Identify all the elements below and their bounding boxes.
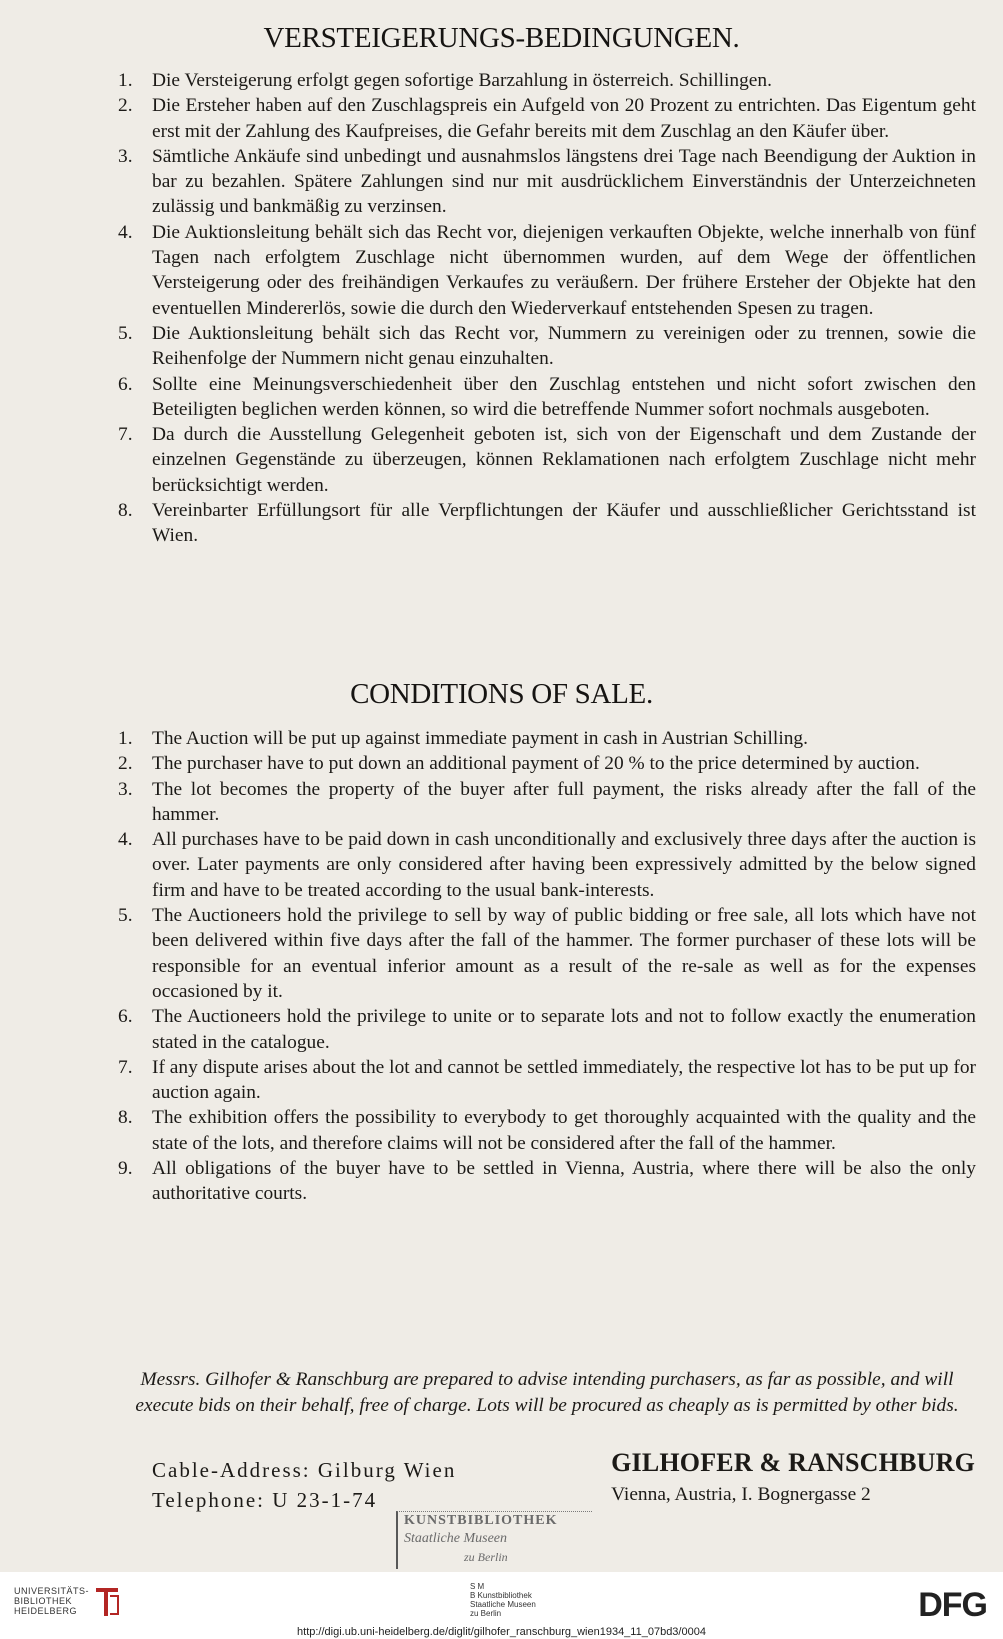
condition-text: All obligations of the buyer have to be settled in Vienna, Austria, where there will be also the only authoritative courts. [152, 1158, 976, 1205]
condition-text: The purchaser have to put down an additional payment of 20 % to the price determined by auction. [152, 753, 920, 775]
condition-number: 7. [118, 424, 133, 446]
german-condition-item [118, 220, 976, 321]
german-condition-item [118, 144, 976, 220]
condition-number: 2. [118, 753, 133, 775]
condition-text: The Auctioneers hold the privilege to sell by way of public bidding or free sale, all lots which have not been delivered within five days after the fall of the hammer. The former purchaser of these lots will be responsible for an eventual inferior amount as a result of the re-sale as well as for the expenses occasioned by it. [152, 905, 976, 1002]
condition-text: All purchases have to be paid down in cash unconditionally and exclusively three days after the auction is over. Later payments are only considered after having been expressively admitted by the below signed firm and have to be treated according to the usual bank-interests. [152, 829, 976, 901]
firm-name: GILHOFER & RANSCHBURG [611, 1448, 975, 1477]
condition-text: The lot becomes the property of the buyer after full payment, the risks already after the fall of the hammer. [152, 778, 976, 825]
stamp-line-2: Staatliche Museen [404, 1531, 508, 1546]
condition-text: The exhibition offers the possibility to everybody to get thoroughly acquainted with the quality and the state of the lots, and therefore claims will not be considered after the fall of the hammer. [152, 1107, 976, 1154]
condition-number: 5. [118, 322, 133, 344]
english-condition-item [118, 903, 976, 1004]
german-condition-item [118, 321, 976, 372]
library-stamp [396, 1511, 592, 1569]
condition-text: The Auction will be put up against immediate payment in cash in Austrian Schilling. [152, 728, 808, 749]
condition-text: Die Versteigerung erfolgt gegen sofortige Barzahlung in österreich. Schillingen. [152, 70, 772, 91]
condition-text: Sämtliche Ankäufe sind unbedingt und ausnahmslos längstens drei Tage nach Beendigung der Auktion in bar zu bezahlen. Spätere Zahlungen sind nur mit ausdrücklichem Einverständnis der Unterzeichneten zulässig und bankmäßig zu verzinsen. [152, 145, 976, 218]
condition-number: 8. [118, 500, 133, 522]
german-condition-item [118, 372, 976, 423]
condition-text: Da durch die Ausstellung Gelegenheit geboten ist, sich von der Eigenschaft und dem Zustande der einzelnen Gegenstände zu überzeugen, können Reklamationen nach erfolgtem Zuschlage nicht mehr berücksichtigt werden. [152, 424, 976, 496]
english-condition-item [118, 827, 976, 903]
digitization-footer [0, 1572, 1003, 1639]
english-condition-item [118, 1055, 976, 1106]
condition-number: 6. [118, 373, 133, 395]
german-title: VERSTEIGERUNGS-BEDINGUNGEN. [263, 22, 740, 54]
german-condition-item [118, 422, 976, 498]
dfg-logo: DFG [918, 1586, 987, 1624]
advisory-note: Messrs. Gilhofer & Ranschburg are prepared to advise intending purchasers, as far as possible, and will execute bids on their behalf, free of charge. Lots will be procured as cheaply as is permitted by other bids. [135, 1369, 959, 1416]
telephone: Telephone: U 23-1-74 [152, 1488, 378, 1512]
english-condition-item [118, 1105, 976, 1156]
german-conditions-list [118, 68, 976, 549]
german-condition-item [118, 68, 976, 93]
firm-address: Vienna, Austria, I. Bognergasse 2 [611, 1484, 871, 1505]
university-library-logo: UNIVERSITÄTS- BIBLIOTHEK HEIDELBERG [14, 1586, 90, 1616]
condition-number: 1. [118, 728, 133, 749]
condition-number: 9. [118, 1158, 133, 1180]
condition-text: If any dispute arises about the lot and cannot be settled immediately, the respective lot has to be put up for auction again. [152, 1056, 976, 1104]
english-condition-item [118, 1156, 976, 1207]
kunstbibliothek-mark: S M B Kunstbibliothek Staatliche Museen zu Berlin [470, 1582, 536, 1618]
condition-text: Vereinbarter Erfüllungsort für alle Verpflichtungen der Käufer und ausschließlicher Gerichtsstand ist Wien. [152, 500, 976, 547]
english-condition-item [118, 726, 976, 751]
english-title: CONDITIONS OF SALE. [350, 678, 653, 710]
english-condition-item [118, 751, 976, 776]
german-condition-item [118, 93, 976, 144]
source-url[interactable]: http://digi.ub.uni-heidelberg.de/diglit/gilhofer_ranschburg_wien1934_11_07bd3/0004 [297, 1626, 706, 1638]
english-condition-item [118, 777, 976, 828]
german-condition-item [118, 498, 976, 549]
condition-number: 5. [118, 905, 133, 927]
condition-text: Die Ersteher haben auf den Zuschlagspreis ein Aufgeld von 20 Prozent zu entrichten. Das Eigentum geht erst mit der Zahlung des Kaufpreises, die Gefahr bereits mit dem Zuschlag an den Käufer über. [152, 95, 976, 142]
condition-text: Die Auktionsleitung behält sich das Recht vor, Nummern zu vereinigen oder zu trennen, sowie die Reihenfolge der Nummern nicht genau einzuhalten. [152, 322, 976, 370]
condition-number: 8. [118, 1107, 133, 1129]
condition-text: Sollte eine Meinungsverschiedenheit über den Zuschlag entstehen und nicht sofort zwischen den Beteiligten beglichen werden können, so wird die betreffende Nummer sofort nochmals ausgeboten. [152, 373, 976, 420]
condition-number: 3. [118, 778, 133, 800]
condition-number: 2. [118, 95, 133, 117]
stamp-line-3: zu Berlin [464, 1550, 508, 1564]
condition-number: 1. [118, 70, 133, 91]
english-conditions-list [118, 726, 976, 1207]
university-seal-icon [92, 1584, 122, 1620]
firm-block [611, 1448, 975, 1506]
condition-number: 4. [118, 221, 133, 243]
english-condition-item [118, 1004, 976, 1055]
condition-number: 6. [118, 1006, 133, 1028]
condition-number: 3. [118, 145, 133, 167]
condition-text: Die Auktionsleitung behält sich das Recht vor, diejenigen verkauften Objekte, welche innerhalb von fünf Tagen nach erfolgtem Zuschlage nicht übernommen wurden, auf dem Wege der öffentlichen Versteigerung oder des freihändigen Verkaufes zu veräußern. Der frühere Ersteher der Objekte hat den eventuellen Mindererlös, sowie die durch den Wiederverkauf entstehenden Spesen zu tragen. [152, 221, 976, 319]
stamp-line-1: KUNSTBIBLIOTHEK [404, 1513, 558, 1528]
condition-number: 4. [118, 829, 133, 851]
contact-block [152, 1455, 456, 1515]
condition-number: 7. [118, 1056, 133, 1078]
condition-text: The Auctioneers hold the privilege to unite or to separate lots and not to follow exactly the enumeration stated in the catalogue. [152, 1006, 976, 1053]
cable-address: Cable-Address: Gilburg Wien [152, 1458, 457, 1482]
